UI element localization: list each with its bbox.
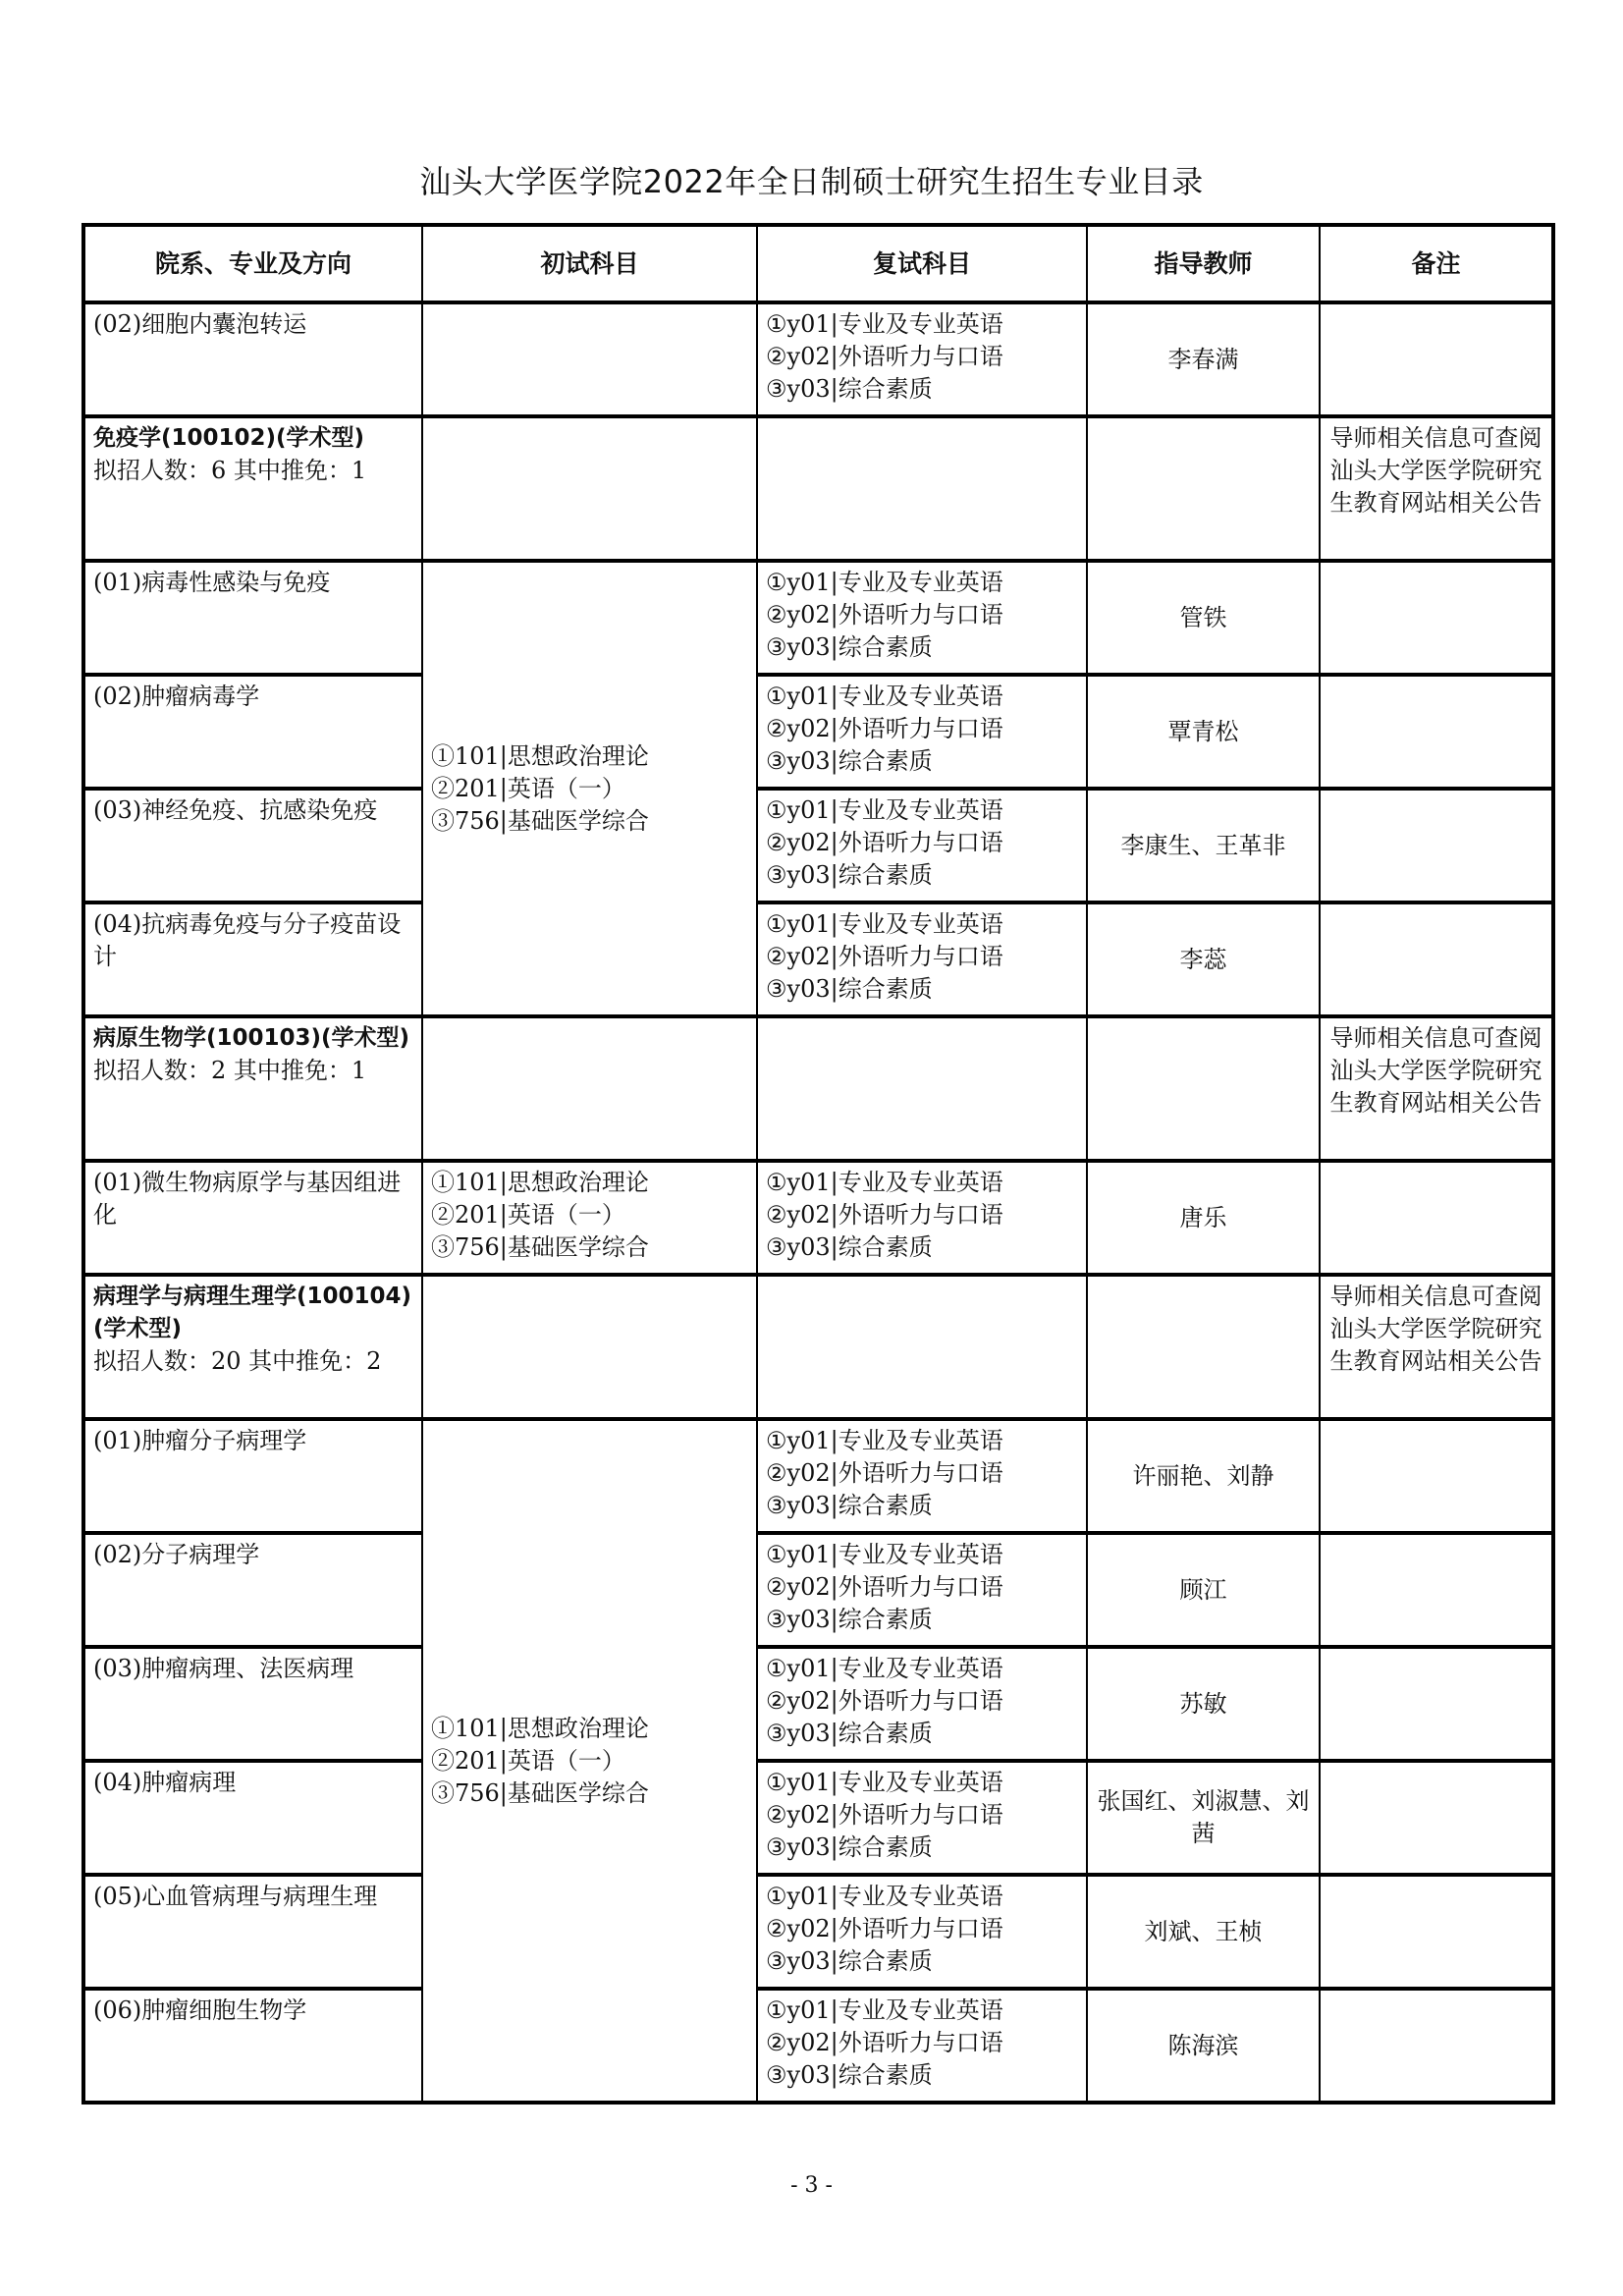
retest-cell-empty bbox=[757, 1275, 1087, 1419]
major-row bbox=[83, 1016, 1553, 1161]
initial-exam-cell-empty bbox=[422, 1016, 757, 1161]
tutor-cell: 苏敏 bbox=[1087, 1647, 1320, 1761]
tutor-cell-empty bbox=[1087, 1016, 1320, 1161]
note-cell-empty bbox=[1320, 561, 1553, 675]
direction-cell: (01)肿瘤分子病理学 bbox=[83, 1419, 422, 1533]
table-row bbox=[83, 1161, 1553, 1275]
tutor-cell: 顾江 bbox=[1087, 1533, 1320, 1647]
note-cell: 导师相关信息可查阅汕头大学医学院研究生教育网站相关公告 bbox=[1320, 416, 1553, 561]
retest-line: ②y02|外语听力与口语 bbox=[766, 1801, 1003, 1829]
note-cell-empty bbox=[1320, 1419, 1553, 1533]
retest-line: ①y01|专业及专业英语 bbox=[766, 310, 1003, 338]
table-row bbox=[83, 1875, 1553, 1989]
tutor-cell-empty bbox=[1087, 416, 1320, 561]
retest-line: ③y03|综合素质 bbox=[766, 1492, 933, 1519]
retest-cell bbox=[757, 1989, 1087, 2103]
table-row bbox=[83, 1647, 1553, 1761]
retest-line: ③y03|综合素质 bbox=[766, 1720, 933, 1747]
retest-line: ③y03|综合素质 bbox=[766, 975, 933, 1003]
retest-cell bbox=[757, 561, 1087, 675]
retest-line: ②y02|外语听力与口语 bbox=[766, 829, 1003, 856]
direction-cell: (02)分子病理学 bbox=[83, 1533, 422, 1647]
header-direction: 院系、专业及方向 bbox=[83, 225, 422, 302]
tutor-cell: 刘斌、王桢 bbox=[1087, 1875, 1320, 1989]
major-quota: 拟招人数：2 其中推免：1 bbox=[93, 1057, 367, 1084]
tutor-cell: 管铁 bbox=[1087, 561, 1320, 675]
major-quota: 拟招人数：6 其中推免：1 bbox=[93, 457, 367, 484]
tutor-cell: 李春满 bbox=[1087, 302, 1320, 416]
retest-line: ②y02|外语听力与口语 bbox=[766, 2029, 1003, 2056]
major-row bbox=[83, 1275, 1553, 1419]
table-row bbox=[83, 675, 1553, 789]
note-cell-empty bbox=[1320, 1875, 1553, 1989]
tutor-cell: 陈海滨 bbox=[1087, 1989, 1320, 2103]
retest-cell bbox=[757, 1875, 1087, 1989]
tutor-cell: 李蕊 bbox=[1087, 902, 1320, 1016]
retest-line: ①y01|专业及专业英语 bbox=[766, 1655, 1003, 1682]
direction-cell: (03)肿瘤病理、法医病理 bbox=[83, 1647, 422, 1761]
retest-cell bbox=[757, 1533, 1087, 1647]
retest-line: ①y01|专业及专业英语 bbox=[766, 683, 1003, 710]
note-cell-empty bbox=[1320, 902, 1553, 1016]
initial-exam-cell-empty bbox=[422, 416, 757, 561]
retest-line: ①y01|专业及专业英语 bbox=[766, 1169, 1003, 1196]
header-tutor: 指导教师 bbox=[1087, 225, 1320, 302]
note-cell-empty bbox=[1320, 1647, 1553, 1761]
table-row bbox=[83, 1761, 1553, 1875]
note-cell-empty bbox=[1320, 789, 1553, 902]
major-row bbox=[83, 416, 1553, 561]
retest-line: ③y03|综合素质 bbox=[766, 747, 933, 775]
initial-exam-line: ①101|思想政治理论 bbox=[431, 1714, 649, 1742]
initial-exam-cell bbox=[422, 561, 757, 1016]
tutor-cell: 唐乐 bbox=[1087, 1161, 1320, 1275]
direction-cell: (02)细胞内囊泡转运 bbox=[83, 302, 422, 416]
header-initial-exam: 初试科目 bbox=[422, 225, 757, 302]
direction-cell: (01)病毒性感染与免疫 bbox=[83, 561, 422, 675]
tutor-cell-empty bbox=[1087, 1275, 1320, 1419]
initial-exam-line: ②201|英语（一） bbox=[431, 774, 625, 802]
note-cell: 导师相关信息可查阅汕头大学医学院研究生教育网站相关公告 bbox=[1320, 1016, 1553, 1161]
note-cell-empty bbox=[1320, 1161, 1553, 1275]
initial-exam-line: ②201|英语（一） bbox=[431, 1201, 625, 1229]
table-row bbox=[83, 789, 1553, 902]
retest-line: ③y03|综合素质 bbox=[766, 861, 933, 889]
retest-line: ③y03|综合素质 bbox=[766, 1233, 933, 1261]
retest-cell-empty bbox=[757, 416, 1087, 561]
tutor-cell: 许丽艳、刘静 bbox=[1087, 1419, 1320, 1533]
retest-line: ③y03|综合素质 bbox=[766, 375, 933, 403]
direction-cell: (01)微生物病原学与基因组进化 bbox=[83, 1161, 422, 1275]
note-cell-empty bbox=[1320, 1761, 1553, 1875]
retest-line: ②y02|外语听力与口语 bbox=[766, 715, 1003, 742]
retest-line: ③y03|综合素质 bbox=[766, 1833, 933, 1861]
retest-line: ②y02|外语听力与口语 bbox=[766, 601, 1003, 629]
major-cell bbox=[83, 1016, 422, 1161]
retest-line: ①y01|专业及专业英语 bbox=[766, 1769, 1003, 1796]
table-row bbox=[83, 1989, 1553, 2103]
table-row bbox=[83, 1419, 1553, 1533]
initial-exam-cell-empty bbox=[422, 1275, 757, 1419]
major-cell bbox=[83, 1275, 422, 1419]
retest-line: ③y03|综合素质 bbox=[766, 633, 933, 661]
retest-cell bbox=[757, 902, 1087, 1016]
retest-line: ①y01|专业及专业英语 bbox=[766, 796, 1003, 824]
initial-exam-line: ③756|基础医学综合 bbox=[431, 1778, 649, 1807]
table-row bbox=[83, 1533, 1553, 1647]
retest-cell bbox=[757, 675, 1087, 789]
retest-cell bbox=[757, 1161, 1087, 1275]
major-name: 病原生物学(100103)(学术型) bbox=[93, 1025, 410, 1051]
major-cell bbox=[83, 416, 422, 561]
tutor-cell: 李康生、王革非 bbox=[1087, 789, 1320, 902]
retest-line: ③y03|综合素质 bbox=[766, 1606, 933, 1633]
retest-cell bbox=[757, 1761, 1087, 1875]
catalog-table bbox=[81, 223, 1555, 2105]
retest-line: ②y02|外语听力与口语 bbox=[766, 1915, 1003, 1942]
direction-cell: (04)肿瘤病理 bbox=[83, 1761, 422, 1875]
retest-line: ①y01|专业及专业英语 bbox=[766, 569, 1003, 596]
page-title: 汕头大学医学院2022年全日制硕士研究生招生专业目录 bbox=[419, 163, 1204, 200]
note-cell-empty bbox=[1320, 302, 1553, 416]
major-name: 免疫学(100102)(学术型) bbox=[93, 425, 365, 451]
retest-line: ①y01|专业及专业英语 bbox=[766, 910, 1003, 938]
tutor-cell: 张国红、刘淑慧、刘茜 bbox=[1087, 1761, 1320, 1875]
retest-cell bbox=[757, 1647, 1087, 1761]
table-row bbox=[83, 302, 1553, 416]
retest-cell bbox=[757, 1419, 1087, 1533]
header-row bbox=[83, 225, 1553, 302]
direction-cell: (04)抗病毒免疫与分子疫苗设计 bbox=[83, 902, 422, 1016]
note-cell: 导师相关信息可查阅汕头大学医学院研究生教育网站相关公告 bbox=[1320, 1275, 1553, 1419]
header-retest: 复试科目 bbox=[757, 225, 1087, 302]
retest-line: ②y02|外语听力与口语 bbox=[766, 1459, 1003, 1487]
initial-exam-cell bbox=[422, 1419, 757, 2103]
tutor-cell: 覃青松 bbox=[1087, 675, 1320, 789]
initial-exam-line: ①101|思想政治理论 bbox=[431, 1169, 649, 1196]
retest-cell bbox=[757, 789, 1087, 902]
table-row bbox=[83, 902, 1553, 1016]
retest-line: ②y02|外语听力与口语 bbox=[766, 1573, 1003, 1601]
initial-exam-line: ③756|基础医学综合 bbox=[431, 1233, 649, 1261]
retest-cell-empty bbox=[757, 1016, 1087, 1161]
retest-line: ②y02|外语听力与口语 bbox=[766, 1687, 1003, 1715]
note-cell-empty bbox=[1320, 1989, 1553, 2103]
initial-exam-line: ②201|英语（一） bbox=[431, 1746, 625, 1775]
retest-line: ①y01|专业及专业英语 bbox=[766, 1996, 1003, 2024]
direction-cell: (02)肿瘤病毒学 bbox=[83, 675, 422, 789]
retest-line: ②y02|外语听力与口语 bbox=[766, 1201, 1003, 1229]
retest-line: ②y02|外语听力与口语 bbox=[766, 343, 1003, 370]
page-number: - 3 - bbox=[790, 2173, 833, 2198]
retest-cell bbox=[757, 302, 1087, 416]
direction-cell: (03)神经免疫、抗感染免疫 bbox=[83, 789, 422, 902]
direction-cell: (05)心血管病理与病理生理 bbox=[83, 1875, 422, 1989]
major-quota: 拟招人数：20 其中推免：2 bbox=[93, 1347, 382, 1375]
retest-line: ③y03|综合素质 bbox=[766, 1947, 933, 1975]
retest-line: ③y03|综合素质 bbox=[766, 2061, 933, 2089]
initial-exam-line: ③756|基础医学综合 bbox=[431, 806, 649, 835]
direction-cell: (06)肿瘤细胞生物学 bbox=[83, 1989, 422, 2103]
retest-line: ②y02|外语听力与口语 bbox=[766, 943, 1003, 970]
major-name: 病理学与病理生理学(100104)(学术型) bbox=[93, 1284, 412, 1341]
retest-line: ①y01|专业及专业英语 bbox=[766, 1883, 1003, 1910]
header-note: 备注 bbox=[1320, 225, 1553, 302]
retest-line: ①y01|专业及专业英语 bbox=[766, 1427, 1003, 1454]
note-cell-empty bbox=[1320, 675, 1553, 789]
note-cell-empty bbox=[1320, 1533, 1553, 1647]
initial-exam-line: ①101|思想政治理论 bbox=[431, 741, 649, 770]
initial-exam-cell bbox=[422, 1161, 757, 1275]
table-row bbox=[83, 561, 1553, 675]
initial-exam-cell-empty bbox=[422, 302, 757, 416]
retest-line: ①y01|专业及专业英语 bbox=[766, 1541, 1003, 1568]
